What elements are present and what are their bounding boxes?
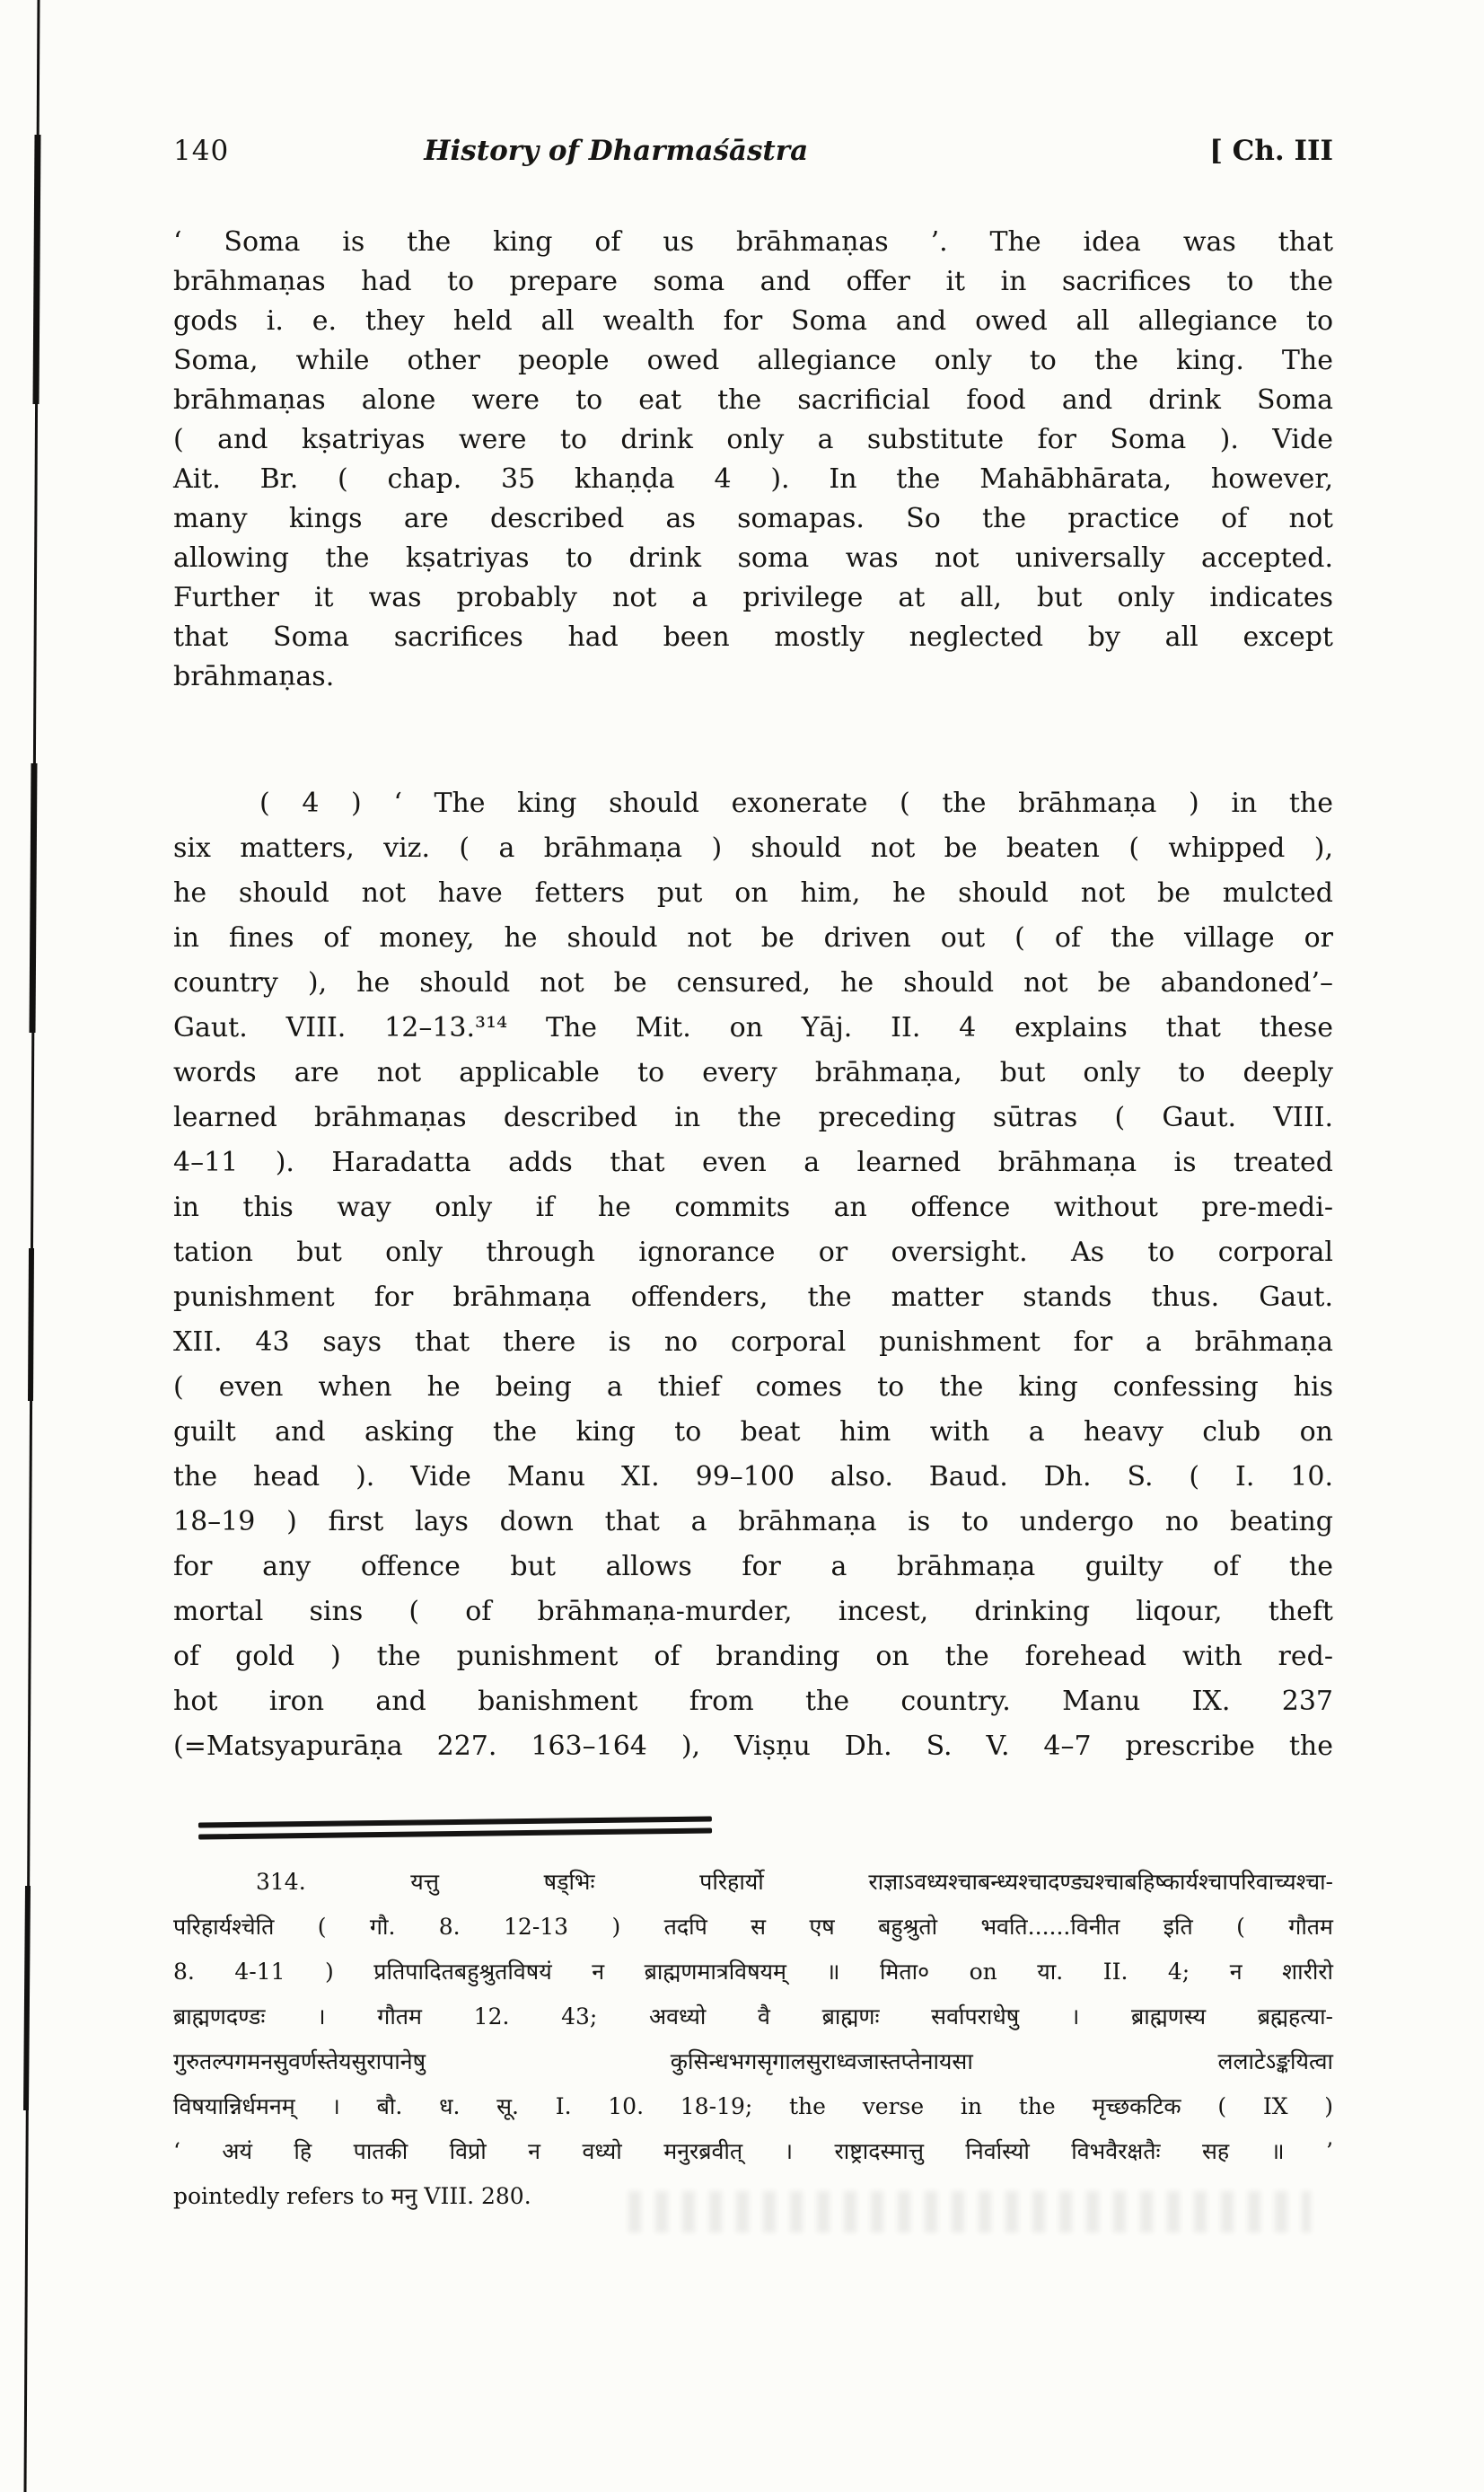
text-line: (=Matsyapurāṇa 227. 163–164 ), Viṣṇu Dh. S. V. 4–7 prescribe the [173, 1730, 1333, 1762]
text-line: guilt and asking the king to beat him with a heavy club on [173, 1416, 1333, 1448]
text-line: mortal sins ( of brāhmaṇa-murder, incest, drinking liqour, theft [173, 1596, 1333, 1627]
separator-line-top [198, 1817, 712, 1828]
text-line: in fines of money, he should not be driven out ( of the village or [173, 922, 1333, 954]
text-line: hot iron and banishment from the country. Manu IX. 237 [173, 1686, 1333, 1717]
text-line: gods i. e. they held all wealth for Soma and owed all allegiance to [173, 305, 1333, 337]
text-line: Gaut. VIII. 12–13.³¹⁴ The Mit. on Yāj. II. 4 explains that these [173, 1012, 1333, 1043]
text-line: XII. 43 says that there is no corporal punishment for a brāhmaṇa [173, 1326, 1333, 1358]
text-line: brāhmaṇas had to prepare soma and offer it in sacrifices to the [173, 266, 1333, 297]
page-header [173, 135, 1333, 167]
text-line: Ait. Br. ( chap. 35 khaṇḍa 4 ). In the Mahābhārata, however, [173, 463, 1333, 495]
footnote-separator [198, 1817, 712, 1840]
text-line: words are not applicable to every brāhmaṇa, but only to deeply [173, 1057, 1333, 1088]
page-number: 140 [173, 135, 230, 167]
text-line: for any offence but allows for a brāhmaṇa guilty of the [173, 1551, 1333, 1582]
text-line: ( 4 ) ‘ The king should exonerate ( the brāhmaṇa ) in the [259, 788, 1333, 819]
text-line: country ), he should not be censured, he should not be abandoned’– [173, 967, 1333, 999]
text-line: six matters, viz. ( a brāhmaṇa ) should not be beaten ( whipped ), [173, 832, 1333, 864]
text-line: the head ). Vide Manu XI. 99–100 also. Baud. Dh. S. ( I. 10. [173, 1461, 1333, 1493]
chapter-reference: [ Ch. III [1209, 135, 1333, 167]
text-line: ( and kṣatriyas were to drink only a substitute for Soma ). Vide [173, 424, 1333, 455]
text-line: 4–11 ). Haradatta adds that even a learned brāhmaṇa is treated [173, 1147, 1333, 1178]
scan-line-artifact [0, 0, 108, 2492]
text-line: allowing the kṣatriyas to drink soma was not universally accepted. [173, 542, 1333, 574]
text-line: विषयान्निर्धमनम् । बौ. ध. सू. I. 10. 18-19; the verse in the मृच्छकटिक ( IX ) [173, 2093, 1333, 2119]
paragraph-soma [173, 223, 1333, 697]
text-line: 314. यत्तु षड्भिः परिहार्यो राज्ञाऽवध्यश्चाबन्ध्यश्चादण्ड्यश्चाबहिष्कार्यश्चापरिवाच्यश्चा- [256, 1869, 1333, 1895]
text-line: many kings are described as somapas. So the practice of not [173, 503, 1333, 534]
running-title: History of Dharmaśāstra [424, 135, 809, 167]
text-line: गुरुतल्पगमनसुवर्णस्तेयसुरापानेषु कुसिन्धभगसृगालसुराध्वजास्तप्तेनायसा ललाटेऽङ्कयित्वा [173, 2048, 1333, 2074]
text-line: ‘ Soma is the king of us brāhmaṇas ’. The idea was that [173, 226, 1333, 258]
paragraph-king-exonerate [173, 781, 1333, 1769]
text-line: 8. 4-11 ) प्रतिपादितबहुश्रुतविषयं न ब्राह्मणमात्रविषयम् ॥ मिता० on या. II. 4; न शारीरो [173, 1959, 1333, 1985]
text-line: brāhmaṇas alone were to eat the sacrificial food and drink Soma [173, 384, 1333, 416]
text-line: of gold ) the punishment of branding on the forehead with red- [173, 1641, 1333, 1672]
text-line: pointedly refers to मनु VIII. 280. [173, 2183, 531, 2209]
text-line: punishment for brāhmaṇa offenders, the matter stands thus. Gaut. [173, 1281, 1333, 1313]
text-line: ( even when he being a thief comes to the king confessing his [173, 1371, 1333, 1403]
text-line: brāhmaṇas. [173, 661, 335, 692]
text-line: Soma, while other people owed allegiance only to the king. The [173, 345, 1333, 376]
text-line: ‘ अयं हि पातकी विप्रो न वध्यो मनुरब्रवीत् । राष्ट्रादस्मात्तु निर्वास्यो विभवैरक्षतैः सह ॥ ’ [173, 2138, 1333, 2164]
text-line: learned brāhmaṇas described in the preceding sūtras ( Gaut. VIII. [173, 1102, 1333, 1133]
text-line: परिहार्यश्चेति ( गौ. 8. 12-13 ) तदपि स एष बहुश्रुतो भवति......विनीत इति ( गौतम [173, 1914, 1333, 1940]
footnote-314 [173, 1860, 1333, 2219]
separator-line-bottom [198, 1828, 712, 1840]
text-line: that Soma sacrifices had been mostly neglected by all except [173, 621, 1333, 653]
text-line: in this way only if he commits an offence without pre-medi- [173, 1192, 1333, 1223]
text-column [173, 135, 1333, 2219]
text-line: tation but only through ignorance or oversight. As to corporal [173, 1237, 1333, 1268]
text-line: ब्राह्मणदण्डः । गौतम 12. 43; अवध्यो वै ब्राह्मणः सर्वापराधेषु । ब्राह्मणस्य ब्रह्महत्या- [173, 2003, 1333, 2030]
text-line: he should not have fetters put on him, he should not be mulcted [173, 877, 1333, 909]
text-line: Further it was probably not a privilege at all, but only indicates [173, 582, 1333, 613]
text-line: 18–19 ) first lays down that a brāhmaṇa is to undergo no beating [173, 1506, 1333, 1537]
